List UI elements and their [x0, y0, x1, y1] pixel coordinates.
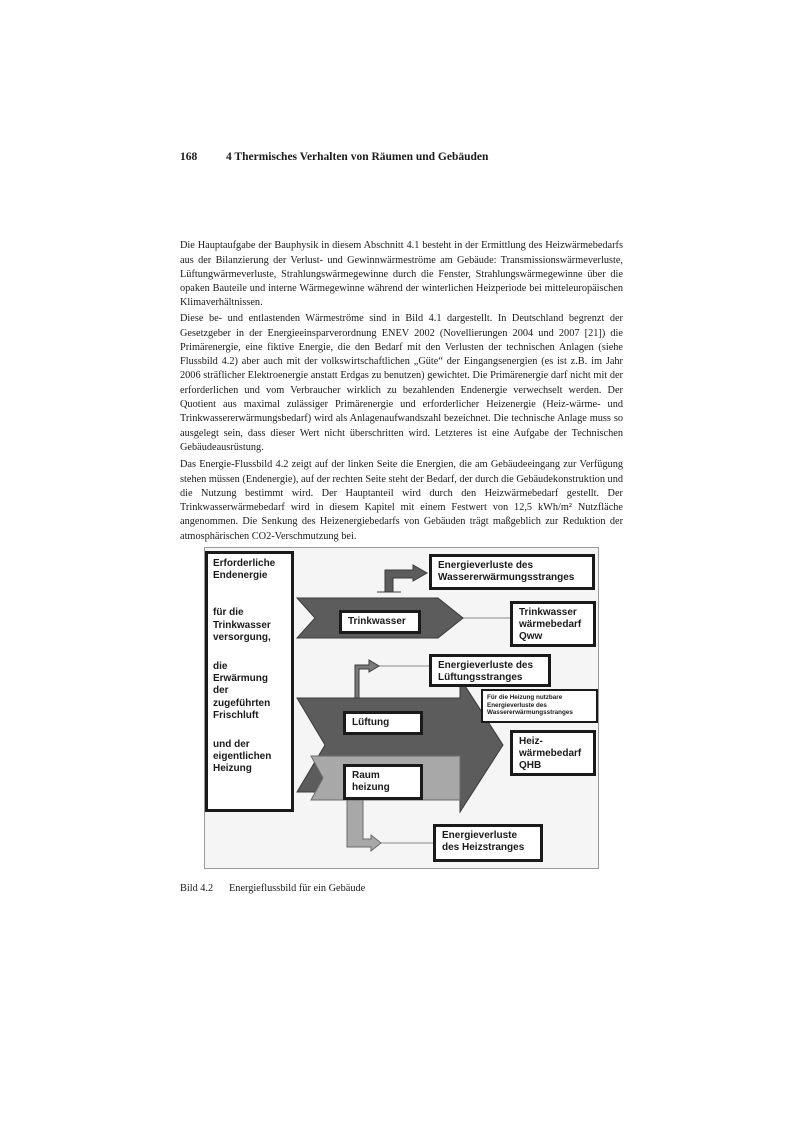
chapter-title: 4 Thermisches Verhalten von Räumen und Gebäuden [226, 151, 489, 163]
side-frischluft: die Erwärmung der zugeführten Frischluft [213, 661, 271, 721]
trinkwasser-loss-branch [377, 565, 427, 592]
energy-flow-diagram [204, 547, 599, 869]
page-number: 168 [180, 151, 198, 163]
caption-label: Bild 4.2 [180, 883, 214, 894]
lueftung-loss-branch [347, 660, 379, 698]
paragraph-2: Diese be- und entlastenden Wärmeströme sind in Bild 4.1 dargestellt. In Deutschland begrenzt der Gesetzgeber in der Energieeinsparverordnung ENEV 2002 (Novellierungen 2004 und 2007 [21]) die Primärenergie, eine fiktive Energie, die den Bedarf mit den Verlusten der technischen Anlagen (siehe Flussbild 4.2) aber auch mit der volkswirtschaftlichen „Güte“ der Eingangsenergien (es ist z.B. im Jahr 2006 sträflicher Elektroenergie anstatt Erdgas zu benutzen) gewichtet. Die Primärenergie darf nicht mit der erforderlichen und vom Verbraucher wirklich zu bezahlenden Endenergie verwechselt werden. Der Quotient aus maximal zulässiger Primärenergie und erforderlicher Heizenergie (Heiz-wärme- und Trinkwassererwärmungsbedarf) wird als Anlagenaufwandszahl bezeichnet. Die technische Anlage muss so ausgelegt sein, dass dieser Wert nicht überschritten wird. Letzteres ist eine Aufgabe der Technischen Gebäudeausrüstung. [180, 313, 623, 453]
running-header [180, 151, 488, 163]
paragraph-1: Die Hauptaufgabe der Bauphysik in diesem Abschnitt 4.1 besteht in der Ermittlung des Heizwärmebedarfs aus der Bilanzierung der Verlust- und Gewinnwärmeströme am Gebäude: Transmissionswärmeverluste, Lüftungwärmeverluste, Strahlungswärmegewinne durch die Fenster, Strahlungswärmegewinne über die opaken Bauteile und interne Wärmegewinne während der winterlichen Heizperiode bei mitteleuropäischen Klimaverhältnissen. [180, 240, 623, 309]
figure-caption [180, 883, 365, 894]
label-verluste-heizstrang: Energieverluste des Heizstranges [433, 824, 543, 862]
label-trinkwasser: Trinkwasser [339, 610, 421, 634]
label-nutzbare-verluste: Für die Heizung nutzbare Energieverluste des Wassererwärmungsstranges [481, 689, 598, 723]
side-trinkwasser: für die Trinkwasser versorgung, [213, 607, 271, 643]
paragraph-3: Das Energie-Flussbild 4.2 zeigt auf der linken Seite die Energien, die am Gebäudeeingang zur Verfügung stehen müssen (Endenergie), auf der rechten Seite steht der Bedarf, der durch die Gebäudekonstruktion und die Nutzung bestimmt wird. Der Hauptanteil wird durch den Heizwärmebedarf gestellt. Der Trinkwasserwärmebedarf wird in diesem Kapitel mit einem Festwert von 12,5 kWh/m² Nutzfläche angenommen. Die Senkung des Heizenergiebedarfs von Gebäuden trägt maßgeblich zur Reduktion der atmosphärischen CO2-Verschmutzung bei. [180, 459, 623, 542]
label-heizwaermebedarf: Heiz- wärmebedarf QHB [510, 730, 596, 776]
heiz-loss-branch [347, 800, 381, 851]
side-title: Erforderliche Endenergie [213, 558, 276, 582]
side-heizung: und der eigentlichen Heizung [213, 739, 272, 775]
caption-text: Energieflussbild für ein Gebäude [229, 883, 366, 894]
endenergie-side-box [205, 551, 294, 812]
label-verluste-wassererwaermung: Energieverluste des Wassererwärmungsstranges [429, 554, 595, 590]
label-raumheizung: Raum heizung [343, 764, 423, 800]
label-lueftung: Lüftung [343, 711, 423, 735]
label-trinkwasserwaermebedarf: Trinkwasser wärmebedarf Qww [510, 601, 596, 647]
label-verluste-lueftung: Energieverluste des Lüftungsstranges [429, 654, 551, 687]
